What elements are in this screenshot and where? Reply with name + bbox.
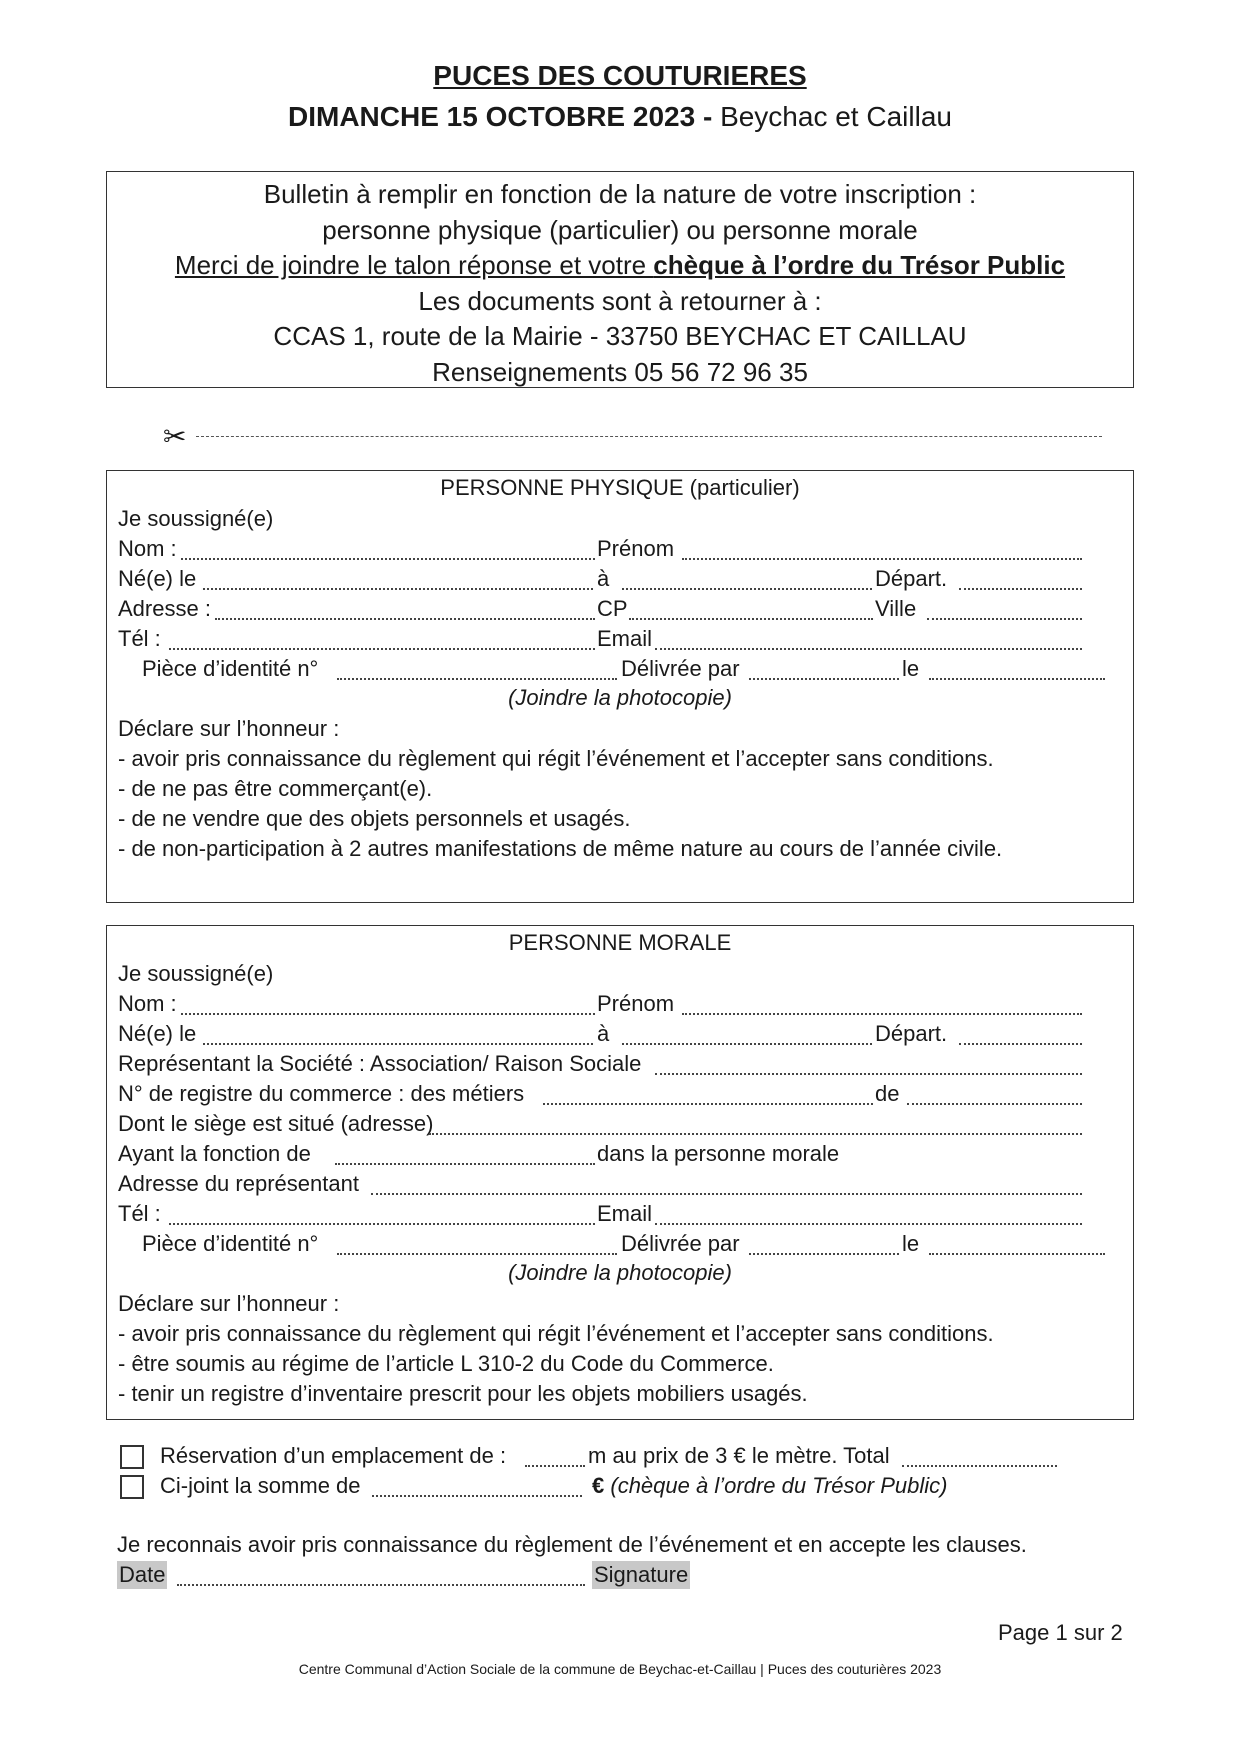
registre-field[interactable] bbox=[543, 1103, 873, 1105]
info-line-3b: chèque à l’ordre du Trésor Public bbox=[653, 250, 1066, 280]
email-field[interactable] bbox=[655, 1223, 1082, 1225]
info-line-2: personne physique (particulier) ou personne morale bbox=[322, 214, 918, 245]
somme-field[interactable] bbox=[372, 1495, 582, 1497]
cp-label: CP bbox=[597, 596, 628, 621]
info-line-1: Bulletin à remplir en fonction de la nature de votre inscription : bbox=[263, 179, 977, 209]
joindre-note: (Joindre la photocopie) bbox=[508, 1260, 732, 1285]
prenom-label: Prénom bbox=[597, 536, 675, 561]
naissance-label: Né(e) le bbox=[118, 566, 197, 591]
event-location: Beychac et Caillau bbox=[720, 101, 952, 132]
reconnais-text: Je reconnais avoir pris connaissance du règlement de l’événement et en accepte les clauses. bbox=[117, 1532, 1027, 1557]
info-line-3a: Merci de joindre le talon réponse et votre bbox=[174, 250, 654, 280]
naissance-lieu-field[interactable] bbox=[622, 1043, 872, 1045]
registre-de-label: de bbox=[875, 1081, 900, 1106]
cheque-text: (chèque à l’ordre du Trésor Public) bbox=[610, 1473, 948, 1498]
condition-1: - avoir pris connaissance du règlement qui régit l’événement et l’accepter sans conditions. bbox=[118, 1321, 994, 1346]
condition-4: - de non-participation à 2 autres manifestations de même nature au cours de l’année civile. bbox=[118, 836, 1003, 861]
le-field[interactable] bbox=[929, 1253, 1105, 1255]
total-field[interactable] bbox=[902, 1465, 1057, 1467]
depart-label: Départ. bbox=[875, 566, 948, 591]
depart-field[interactable] bbox=[959, 588, 1082, 590]
info-line-3 bbox=[107, 248, 1133, 284]
email-label: Email bbox=[597, 1201, 653, 1226]
payment-checkbox[interactable] bbox=[120, 1475, 144, 1499]
soussigne-label: Je soussigné(e) bbox=[118, 961, 274, 986]
event-date-line bbox=[0, 101, 1240, 133]
naissance-lieu-label: à bbox=[597, 1021, 610, 1046]
dans-label: dans la personne morale bbox=[597, 1141, 840, 1166]
condition-3: - tenir un registre d’inventaire prescrit pour les objets mobiliers usagés. bbox=[118, 1381, 808, 1406]
depart-field[interactable] bbox=[959, 1043, 1082, 1045]
le-field[interactable] bbox=[929, 678, 1105, 680]
prenom-field[interactable] bbox=[682, 1013, 1082, 1015]
section-title: PERSONNE PHYSIQUE (particulier) bbox=[440, 475, 800, 500]
ville-label: Ville bbox=[875, 596, 917, 621]
reservation-checkbox[interactable] bbox=[120, 1445, 144, 1469]
page-title: PUCES DES COUTURIERES bbox=[433, 60, 807, 91]
le-label: le bbox=[902, 656, 920, 681]
siege-field[interactable] bbox=[429, 1133, 1082, 1135]
metres-field[interactable] bbox=[525, 1465, 585, 1467]
siege-label: Dont le siège est situé (adresse) bbox=[118, 1111, 434, 1136]
representant-label: Représentant la Société : Association/ Raison Sociale bbox=[118, 1051, 642, 1076]
piece-field[interactable] bbox=[337, 1253, 617, 1255]
info-line-4: Les documents sont à retourner à : bbox=[418, 285, 822, 316]
delivree-field[interactable] bbox=[749, 678, 899, 680]
le-label: le bbox=[902, 1231, 920, 1256]
cheque-note bbox=[592, 1472, 947, 1500]
naissance-date-field[interactable] bbox=[203, 1043, 593, 1045]
date-label: Date bbox=[119, 1562, 166, 1587]
fonction-field[interactable] bbox=[335, 1163, 595, 1165]
total-label: Total bbox=[843, 1443, 890, 1468]
naissance-lieu-field[interactable] bbox=[622, 588, 872, 590]
tel-field[interactable] bbox=[169, 1223, 595, 1225]
delivree-label: Délivrée par bbox=[621, 1231, 740, 1256]
naissance-lieu-label: à bbox=[597, 566, 610, 591]
page-number: Page 1 sur 2 bbox=[998, 1620, 1123, 1645]
ville-field[interactable] bbox=[927, 618, 1082, 620]
registre-label: N° de registre du commerce : des métiers bbox=[118, 1081, 525, 1106]
depart-label: Départ. bbox=[875, 1021, 948, 1046]
tel-label: Tél : bbox=[118, 626, 161, 651]
representant-field[interactable] bbox=[655, 1073, 1082, 1075]
condition-2: - être soumis au régime de l’article L 310-2 du Code du Commerce. bbox=[118, 1351, 774, 1376]
section-title: PERSONNE MORALE bbox=[508, 930, 732, 955]
info-line-6: Renseignements 05 56 72 96 35 bbox=[432, 356, 808, 387]
nom-label: Nom : bbox=[118, 991, 177, 1016]
declare-heading: Déclare sur l’honneur : bbox=[118, 1291, 340, 1316]
delivree-field[interactable] bbox=[749, 1253, 899, 1255]
email-label: Email bbox=[597, 626, 653, 651]
reservation-price bbox=[588, 1442, 890, 1470]
tel-field[interactable] bbox=[169, 648, 595, 650]
piece-label: Pièce d’identité n° bbox=[142, 1231, 319, 1256]
price-text: m au prix de 3 € le mètre. bbox=[588, 1443, 838, 1468]
personne-physique-section bbox=[106, 470, 1134, 903]
nom-label: Nom : bbox=[118, 536, 177, 561]
joindre-note: (Joindre la photocopie) bbox=[508, 685, 732, 710]
nom-field[interactable] bbox=[181, 558, 595, 560]
adresse-label: Adresse : bbox=[118, 596, 211, 621]
euro-sign: € bbox=[592, 1473, 605, 1498]
prenom-label: Prénom bbox=[597, 991, 675, 1016]
tel-label: Tél : bbox=[118, 1201, 161, 1226]
naissance-date-field[interactable] bbox=[203, 588, 593, 590]
condition-1: - avoir pris connaissance du règlement qui régit l’événement et l’accepter sans conditions. bbox=[118, 746, 994, 771]
delivree-label: Délivrée par bbox=[621, 656, 740, 681]
condition-2: - de ne pas être commerçant(e). bbox=[118, 776, 433, 801]
somme-label: Ci-joint la somme de bbox=[160, 1473, 361, 1498]
condition-3: - de ne vendre que des objets personnels et usagés. bbox=[118, 806, 631, 831]
scissors-icon: ✂ bbox=[163, 420, 187, 453]
date-field[interactable] bbox=[177, 1584, 585, 1586]
personne-morale-section bbox=[106, 925, 1134, 1420]
adresse-representant-field[interactable] bbox=[371, 1193, 1082, 1195]
page-footer: Centre Communal d’Action Sociale de la commune de Beychac-et-Caillau | Puces des couturières 2023 bbox=[298, 1661, 942, 1677]
registre-de-field[interactable] bbox=[907, 1103, 1082, 1105]
cut-line bbox=[196, 436, 1102, 437]
piece-label: Pièce d’identité n° bbox=[142, 656, 319, 681]
nom-field[interactable] bbox=[181, 1013, 595, 1015]
naissance-label: Né(e) le bbox=[118, 1021, 197, 1046]
info-line-5: CCAS 1, route de la Mairie - 33750 BEYCHAC ET CAILLAU bbox=[273, 321, 967, 351]
info-box bbox=[106, 171, 1134, 388]
event-date: DIMANCHE 15 OCTOBRE 2023 - bbox=[288, 101, 713, 132]
soussigne-label: Je soussigné(e) bbox=[118, 506, 274, 531]
email-field[interactable] bbox=[655, 648, 1082, 650]
adresse-field[interactable] bbox=[215, 618, 595, 620]
fonction-label: Ayant la fonction de bbox=[118, 1141, 311, 1166]
declare-heading: Déclare sur l’honneur : bbox=[118, 716, 340, 741]
prenom-field[interactable] bbox=[682, 558, 1082, 560]
reservation-label: Réservation d’un emplacement de : bbox=[160, 1443, 507, 1468]
signature-label: Signature bbox=[594, 1562, 689, 1587]
adresse-representant-label: Adresse du représentant bbox=[118, 1171, 359, 1196]
cp-field[interactable] bbox=[629, 618, 873, 620]
piece-field[interactable] bbox=[337, 678, 617, 680]
